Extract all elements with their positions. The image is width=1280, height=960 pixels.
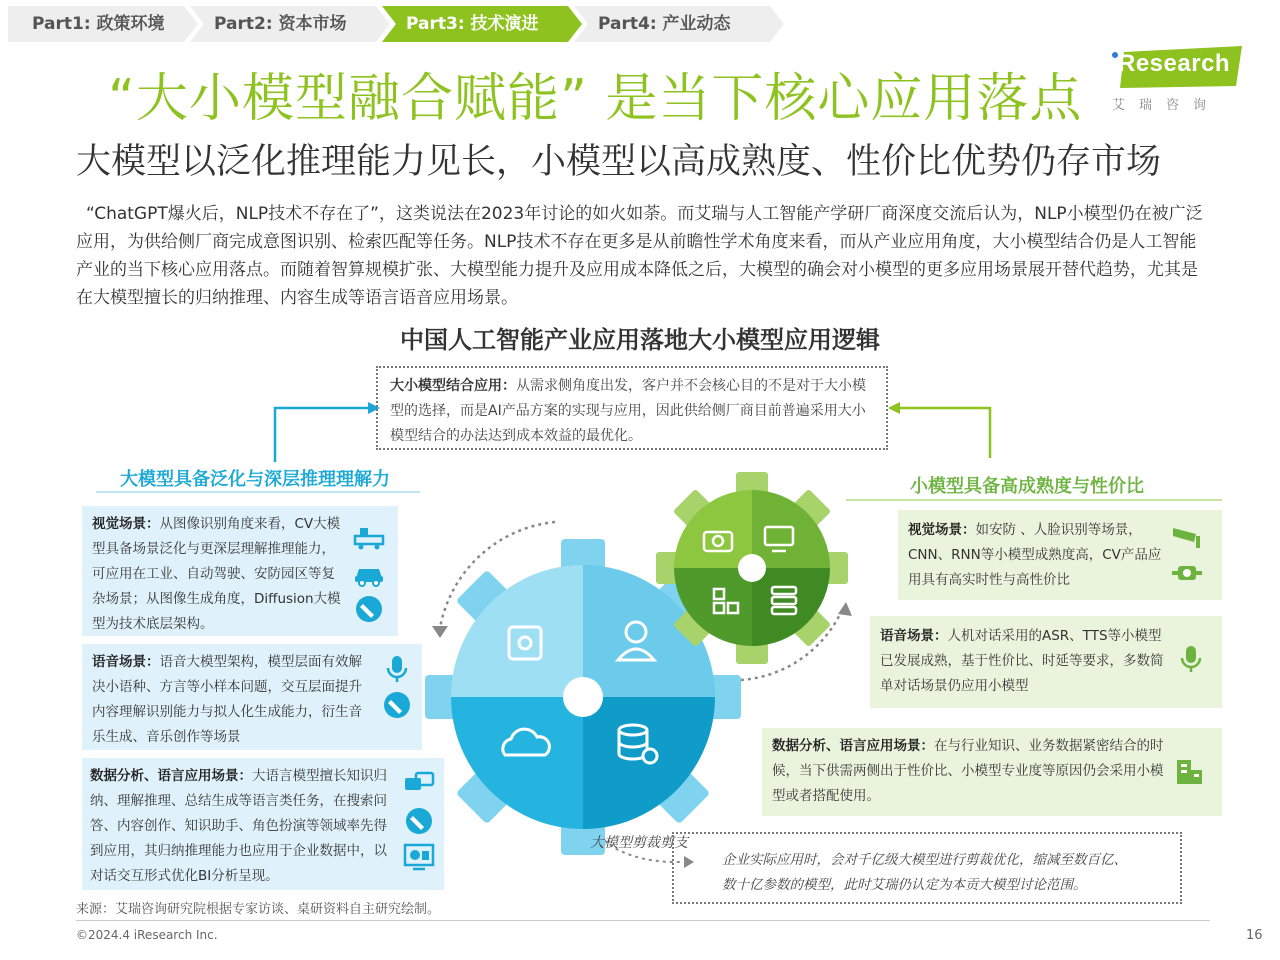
right-connector-line: [896, 408, 990, 458]
box-text: 语音大模型架构，模型层面有效解决小语种、方言等小样本问题，交互层面提升内容理解识别能力与拟人化生成能力，衍生音乐生成、音乐创作等场景: [92, 654, 362, 745]
page-number: 16: [1246, 928, 1263, 943]
model-pruning-label: 大模型剪裁剪支: [590, 835, 688, 851]
office-building-icon: [1172, 756, 1206, 786]
microphone-icon: [1174, 644, 1208, 674]
left-connector-line: [275, 408, 372, 462]
large-model-speech-box: [82, 644, 422, 750]
small-gear: [656, 472, 848, 664]
large-model-data-language-box: [82, 758, 444, 890]
car-icon: [352, 558, 386, 588]
production-line-icon: [352, 522, 386, 552]
box-text: 大语言模型擅长知识归纳、理解推理、总结生成等语言类任务，在搜索问答、内容创作、知识助手、角色扮演等领域率先得到应用，其归纳推理能力也应用于企业数据中，以对话交互形式优化BI分析呈现。: [90, 768, 387, 884]
box-text: 在与行业知识、业务数据紧密结合的时候，当下供需两侧出于性价比、小模型专业度等原因仍会采用小模型或者搭配使用。: [772, 738, 1164, 804]
box-label: 数据分析、语言应用场景：: [90, 768, 252, 784]
security-camera-icon: [1170, 522, 1204, 552]
chat-icon: [402, 770, 436, 800]
intro-paragraph: “ChatGPT爆火后，NLP技术不存在了”，这类说法在2023年讨论的如火如荼。而艾瑞与人工智能产学研厂商深度交流后认为，NLP小模型仍在被广泛应用，为供给侧厂商完成意图识别、检索匹配等任务。NLP技术不存在更多是从前瞻性学术角度来看，而从产业应用角度，大小模型结合仍是人工智能产业的当下核心应用落点。而随着智算规模扩张、大模型能力提升及应用成本降低之后，大模型的确会对小模型的更多应用场景展开替代趋势，尤其是在大模型擅长的归纳推理、内容生成等语言语音应用场景。: [76, 204, 1203, 308]
box-label: 语音场景：: [92, 654, 160, 670]
analytics-screen-icon: [402, 842, 436, 872]
model-pruning-note: 企业实际应用时，会对千亿级大模型进行剪裁优化，缩减至数百亿、数十亿参数的模型，此时艾瑞仍认定为本贡大模型讨论范围。: [672, 832, 1182, 904]
diagram-title: 中国人工智能产业应用落地大小模型应用逻辑: [400, 326, 880, 354]
large-model-vision-box: [82, 506, 398, 636]
right-cycle-arrowhead: [838, 602, 852, 616]
right-connector-arrowhead: [888, 402, 900, 414]
combined-application-box: [376, 366, 888, 450]
center-box-label: 大小模型结合应用：: [390, 378, 516, 394]
box-label: 数据分析、语言应用场景：: [772, 738, 934, 754]
box-text: 人机对话采用的ASR、TTS等小模型已发展成熟，基于性价比、时延等要求，多数简单对话场景仍应用小模型: [880, 628, 1164, 694]
box-text: 从图像识别角度来看，CV大模型具备场景泛化与更深层理解推理能力，可应用在工业、自动驾驶、安防园区等复杂场景；从图像生成角度，Diffusion大模型为技术底层架构。: [92, 516, 341, 632]
tab-label: Part1: 政策环境: [32, 14, 165, 34]
large-model-heading: 大模型具备泛化与深层推理理解力: [120, 469, 390, 490]
page-subtitle: 大模型以泛化推理能力见长，小模型以高成熟度、性价比优势仍存市场: [76, 142, 1162, 182]
box-label: 视觉场景：: [908, 522, 976, 538]
box-label: 语音场景：: [880, 628, 948, 644]
logo-subtitle: 艾瑞咨询: [1112, 98, 1221, 113]
paint-brush-icon: [352, 594, 386, 624]
small-model-speech-box: [870, 616, 1222, 708]
paint-brush-icon: [380, 690, 414, 720]
robot-arm-icon: [1170, 558, 1204, 588]
source-note: 来源：艾瑞咨询研究院根据专家访谈、桌研资料自主研究绘制。: [76, 902, 441, 917]
paint-brush-icon: [402, 806, 436, 836]
footer-divider: [76, 920, 1210, 921]
tab-label: Part3: 技术演进: [406, 14, 539, 34]
center-box-text: 从需求侧角度出发，客户并不会核心目的不是对于大小模型的选择，而是AI产品方案的实现与应用，因此供给侧厂商目前普遍采用大小模型结合的办法达到成本效益的最优化。: [390, 378, 866, 444]
copyright: ©2024.4 iResearch Inc.: [76, 928, 218, 942]
page-title: “大小模型融合赋能” 是当下核心应用落点: [108, 69, 1083, 129]
left-cycle-arrowhead: [432, 626, 448, 638]
tab-label: Part2: 资本市场: [214, 14, 347, 34]
small-model-data-language-box: [762, 728, 1222, 816]
small-model-heading: 小模型具备高成熟度与性价比: [910, 476, 1144, 497]
box-text: 如安防 、人脸识别等场景，CNN、RNN等小模型成熟度高，CV产品应用具有高实时性与高性价比: [908, 522, 1162, 588]
microphone-icon: [380, 654, 414, 684]
box-label: 视觉场景：: [92, 516, 160, 532]
logo-text: Research: [1118, 50, 1231, 77]
tab-label: Part4: 产业动态: [598, 14, 731, 34]
small-model-vision-box: [898, 510, 1222, 600]
